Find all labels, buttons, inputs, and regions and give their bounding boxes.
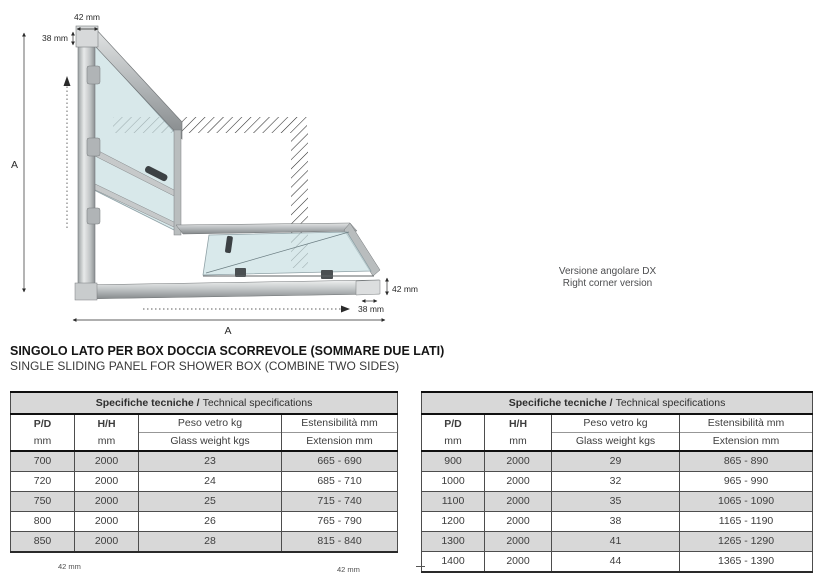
table-title-row [422, 392, 813, 414]
table-row: 1000 2000 32 965 - 990 [422, 472, 813, 492]
table-columns-row [422, 414, 813, 451]
partial-dim-label-left: 42 mm [58, 562, 81, 571]
col-header-pd: P/D mm [11, 414, 75, 451]
partial-dim-dash [416, 566, 425, 567]
table-row: 720 2000 24 685 - 710 [11, 472, 398, 492]
table-row: 1400 2000 44 1365 - 1390 [422, 552, 813, 573]
roller-right [321, 270, 333, 279]
col-header-hh: H/H mm [485, 414, 552, 451]
table-title-bold: Specifiche tecniche / [508, 397, 613, 409]
dim-bottom-width-label: A [224, 325, 232, 337]
table-title-row [11, 392, 398, 414]
spec-table-right [421, 391, 813, 573]
section-title-english: SINGLE SLIDING PANEL FOR SHOWER BOX (COMBINE TWO SIDES) [10, 359, 400, 373]
dim-height-label: A [11, 159, 19, 171]
table-row: 1200 2000 38 1165 - 1190 [422, 512, 813, 532]
table-row: 850 2000 28 815 - 840 [11, 532, 398, 553]
spec-table-left [10, 391, 398, 553]
section-title-italian: SINGOLO LATO PER BOX DOCCIA SCORREVOLE (SOMMARE DUE LATI) [10, 344, 445, 358]
bottom-rail-cap [356, 280, 380, 295]
col-header-hh: H/H mm [75, 414, 139, 451]
table-title-regular: Technical specifications [615, 397, 726, 409]
col-header-glass-weight: Peso vetro kg Glass weight kgs [552, 414, 680, 451]
table-row: 800 2000 26 765 - 790 [11, 512, 398, 532]
table-title [11, 392, 398, 414]
dim-top-cap-label: 38 mm [42, 33, 68, 43]
col-header-extension: Estensibilità mm Extension mm [680, 414, 813, 451]
version-caption-it: Versione angolare DX [558, 266, 657, 277]
partial-dim-label-right: 42 mm [337, 565, 360, 574]
table-title [422, 392, 813, 414]
col-header-pd: P/D mm [422, 414, 485, 451]
corner-profile [174, 130, 181, 235]
table-row: 750 2000 25 715 - 740 [11, 492, 398, 512]
dim-top-width-label: 42 mm [74, 12, 100, 22]
table-row: 1100 2000 35 1065 - 1090 [422, 492, 813, 512]
table-row: 700 2000 23 665 - 690 [11, 451, 398, 472]
table-columns-row [11, 414, 398, 451]
dim-right-rail-label: 42 mm [392, 284, 418, 294]
bottom-left-corner-block [75, 283, 97, 300]
table-title-regular: Technical specifications [202, 397, 313, 409]
version-caption-en: Right corner version [562, 277, 653, 289]
corner-shower-diagram [0, 0, 420, 340]
bottom-rail [79, 280, 379, 299]
section-heading [10, 344, 810, 373]
table-title-bold: Specifiche tecniche / [95, 397, 200, 409]
dim-right-depth-label: 38 mm [358, 304, 384, 314]
table-row: 1300 2000 41 1265 - 1290 [422, 532, 813, 552]
version-caption [510, 266, 705, 289]
col-header-glass-weight: Peso vetro kg Glass weight kgs [139, 414, 282, 451]
col-header-extension: Estensibilità mm Extension mm [282, 414, 398, 451]
table-row: 900 2000 29 865 - 890 [422, 451, 813, 472]
